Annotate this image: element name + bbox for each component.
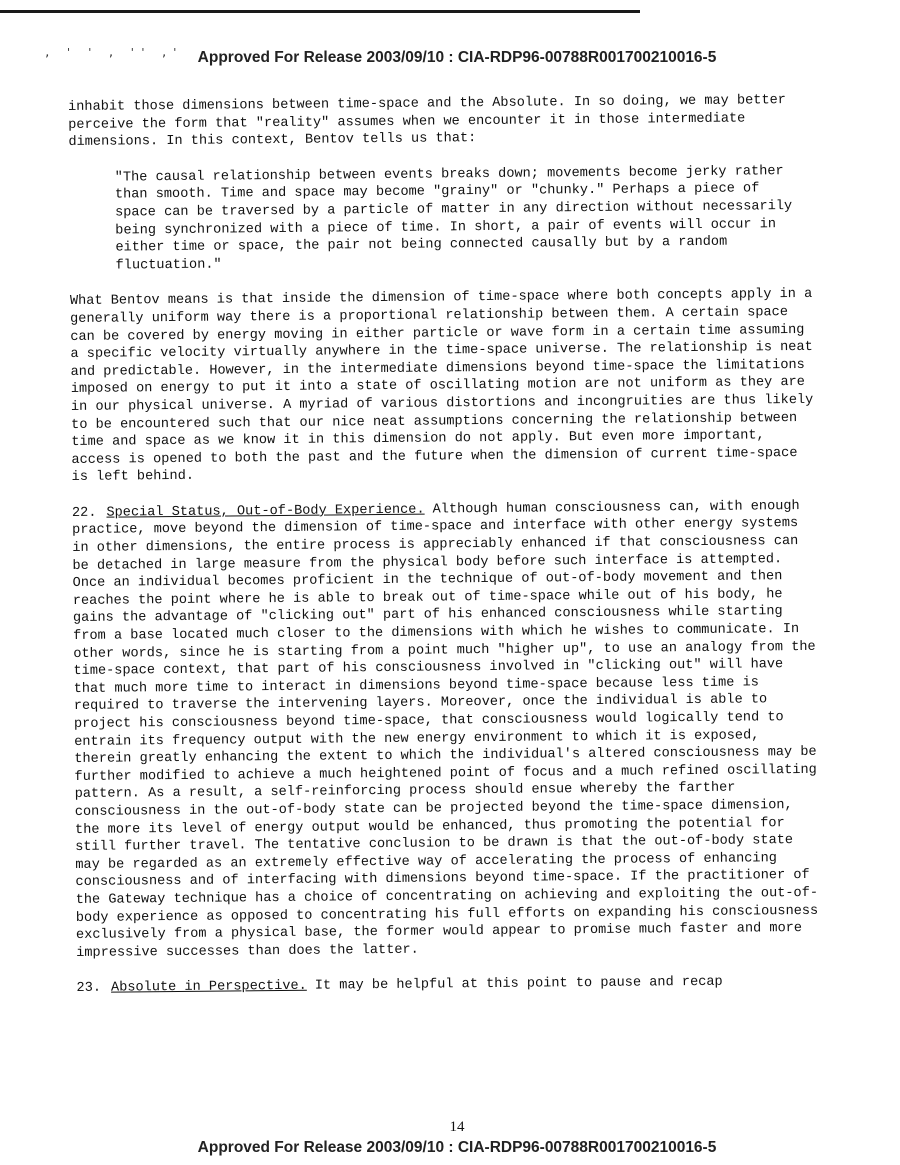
section-23-heading: Absolute in Perspective. <box>110 979 307 996</box>
bentov-quote: "The causal relationship between events breaks down; movements become jerky rather than smooth. Time and space may become "grainy" or "chunky." Perhaps a piece of space can be traversed by a particle of matter in any direction without necessarily being synchronized with a piece of time. In short, a pair of events will occur in either time or space, the pair not being connected causally but by a random fluctuation." <box>114 163 793 274</box>
section-23-number: 23. <box>76 981 102 997</box>
document-body <box>68 92 825 1016</box>
page-number: 14 <box>449 1119 465 1135</box>
intro-paragraph: inhabit those dimensions between time-space and the Absolute. In so doing, we may better perceive the form that "reality" assumes when we encounter it in those intermediate dimensions. In this context, Bentov tells us that: <box>68 93 786 151</box>
section-22-heading: Special Status, Out-of-Body Experience. <box>106 502 425 521</box>
scan-specks: , ' ' , '' ,' <box>44 46 183 59</box>
section-22-text: Although human consciousness can, with enough practice, move beyond the dimension of time-space and interface with other energy systems in other dimensions, the entire process is appreciably enhanced if that consciousness can be detached in large measure from the physical body before such interface is attempted. Once an individual becomes proficient in the technique of out-of-body movement and then reaches the point where he is able to break out of time-space while out of his body, he gains the advantage of "clicking out" part of his enhanced consciousness while starting from a base located much closer to the dimensions with which he wishes to communicate. In other words, since he is starting from a point much "higher up", to use an analogy from the time-space context, that part of his consciousness involved in "clicking out" will have that much more time to interact in dimensions beyond time-space because less time is required to traverse the intervening layers. Moreover, once the individual is able to project his consciousness beyond time-space, that consciousness would logically tend to entrain its frequency output with the new energy environment to which it is exposed, therein greatly enhancing the extent to which the individual's altered consciousness may be further modified to achieve a much heightened point of focus and a much refined oscillating pattern. As a result, a self-reinforcing process should ensue whereby the farther consciousness in the out-of-body state can be projected beyond the time-space dimension, the more its level of energy output would be enhanced, thus promoting the potential for still further travel. The tentative conclusion to be drawn is that the out-of-body state may be regarded as an extremely effective way of accelerating the process of enhancing consciousness and of interfacing with dimensions beyond time-space. If the practitioner of the Gateway technique has a choice of concentrating on achieving and exploiting the out-of-body experience as opposed to concentrating his full efforts on expanding his consciousness exclusively from a physical base, the former would appear to promise much faster and more impressive successes than does the latter. <box>72 498 819 961</box>
release-header: Approved For Release 2003/09/10 : CIA-RDP96-00788R001700210016-5 <box>197 49 717 66</box>
section-23 <box>76 973 824 998</box>
section-23-text: It may be helpful at this point to pause and recap <box>314 975 723 994</box>
section-22-number: 22. <box>71 505 97 521</box>
explanation-paragraph: What Bentov means is that inside the dimension of time-space where both concepts apply in a generally uniform way there is a proportional relationship between them. A certain space can be covered by energy moving in either particle or wave form in a certain time assuming a specific velocity virtually anywhere in the time-space universe. The relationship is neat and predictable. However, in the intermediate dimensions beyond time-space the limitations imposed on energy to put it into a state of oscillating motion are not uniform as they are in our physical universe. A myriad of various distortions and incongruities are thus likely to be encountered such that our nice neat assumptions concerning the relationship between time and space as we know it in this dimension do not apply. But even more important, access is opened to both the past and the future when the dimension of current time-space is left behind. <box>69 287 814 486</box>
section-22 <box>72 498 824 963</box>
top-rule <box>0 10 640 13</box>
release-footer: Approved For Release 2003/09/10 : CIA-RDP96-00788R001700210016-5 <box>197 1139 717 1156</box>
